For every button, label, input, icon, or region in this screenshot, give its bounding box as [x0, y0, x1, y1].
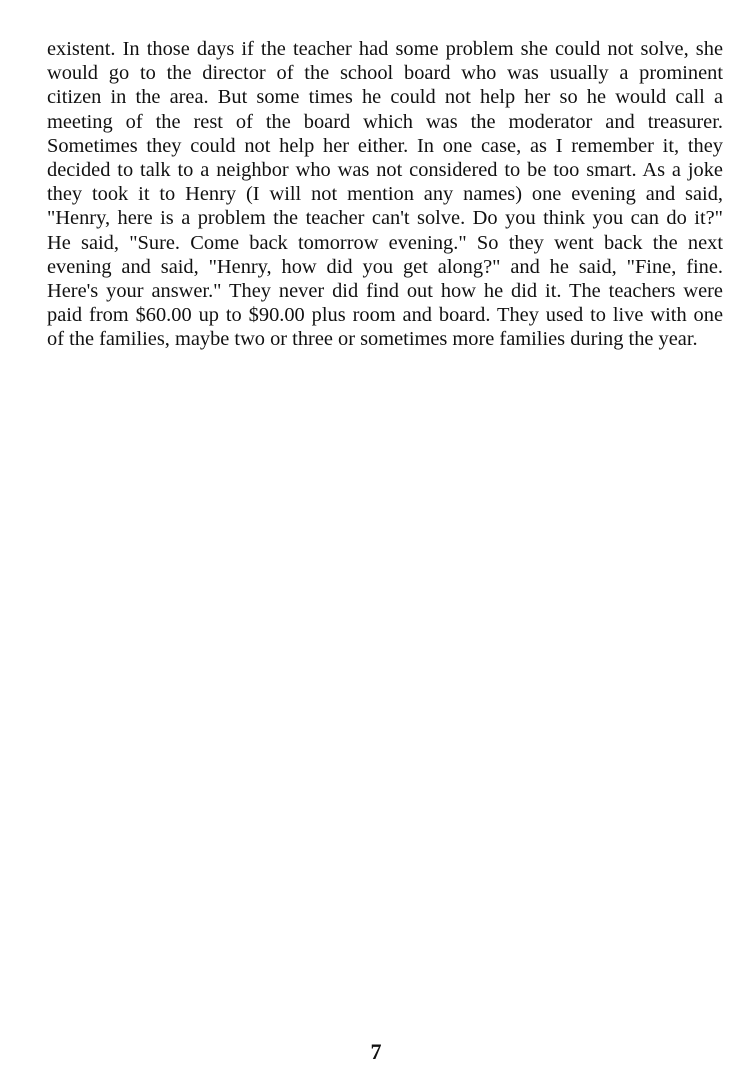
- text-line: Here's your answer." They never did find out how he did it. The teachers were: [47, 279, 723, 302]
- text-line: evening and said, "Henry, how did you get along?" and he said, "Fine, fine.: [47, 255, 723, 278]
- text-line: paid from $60.00 up to $90.00 plus room and board. They used to live with one: [47, 304, 723, 327]
- text-line: citizen in the area. But some times he could not help her so he would call a: [47, 86, 723, 109]
- body-paragraph: [47, 37, 723, 351]
- text-line: of the families, maybe two or three or sometimes more families during the year.: [47, 328, 698, 351]
- text-line: would go to the director of the school board who was usually a prominent: [47, 62, 723, 85]
- page-number: 7: [370, 1039, 382, 1064]
- text-line: He said, "Sure. Come back tomorrow evening." So they went back the next: [47, 231, 723, 254]
- text-line: existent. In those days if the teacher had some problem she could not solve, she: [47, 38, 723, 60]
- text-line: Sometimes they could not help her either. In one case, as I remember it, they: [47, 134, 723, 157]
- text-line: "Henry, here is a problem the teacher can't solve. Do you think you can do it?": [47, 207, 723, 230]
- text-line: they took it to Henry (I will not mention any names) one evening and said,: [47, 183, 723, 206]
- text-line: decided to talk to a neighbor who was not considered to be too smart. As a joke: [47, 158, 723, 181]
- text-line: meeting of the rest of the board which was the moderator and treasurer.: [47, 110, 723, 133]
